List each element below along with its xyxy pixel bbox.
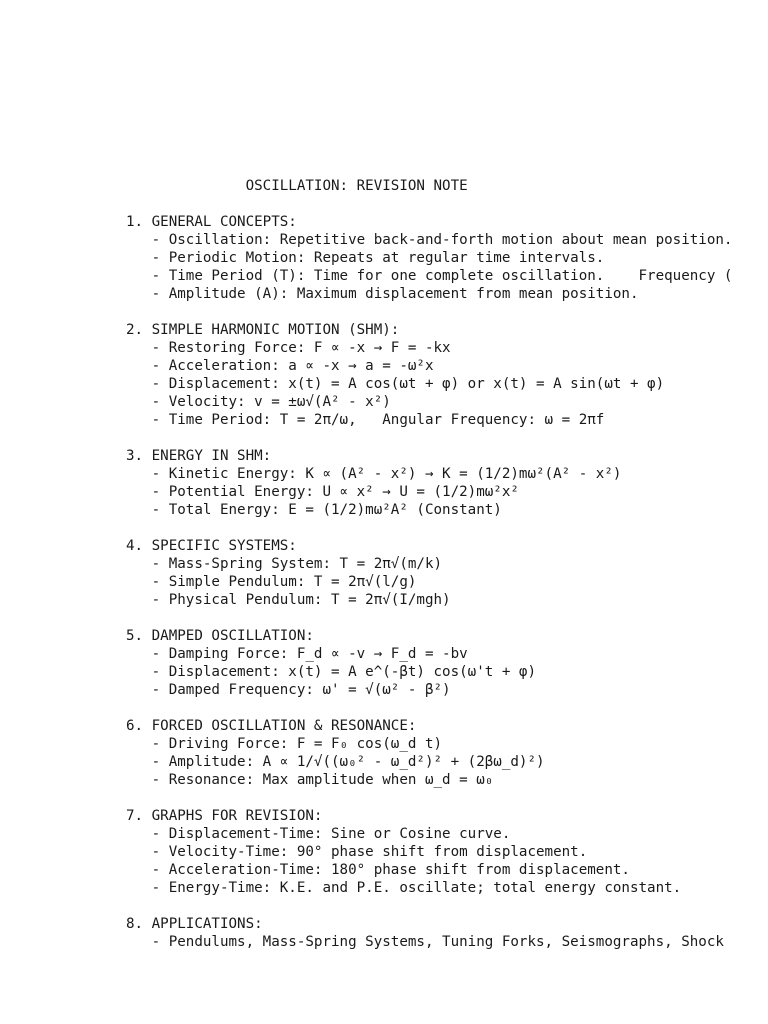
bullet-item: - Displacement: x(t) = A e^(-βt) cos(ω't + φ) — [126, 664, 536, 680]
bullet-item: - Velocity: v = ±ω√(A² - x²) — [126, 394, 391, 410]
bullet-item: - Displacement-Time: Sine or Cosine curve. — [126, 826, 511, 842]
section-heading: 1. GENERAL CONCEPTS: — [126, 214, 297, 230]
blank-line — [126, 897, 732, 915]
bullet-item: - Pendulums, Mass-Spring Systems, Tuning Forks, Seismographs, Shock — [126, 934, 724, 950]
bullet-item: - Driving Force: F = F₀ cos(ω_d t) — [126, 736, 443, 752]
section-heading: 8. APPLICATIONS: — [126, 916, 263, 932]
bullet-item: - Resonance: Max amplitude when ω_d = ω₀ — [126, 772, 494, 788]
bullet-item: - Simple Pendulum: T = 2π√(l/g) — [126, 574, 417, 590]
bullet-item: - Energy-Time: K.E. and P.E. oscillate; total energy constant. — [126, 880, 682, 896]
blank-line — [126, 429, 732, 447]
blank-line — [126, 699, 732, 717]
bullet-item: - Displacement: x(t) = A cos(ωt + φ) or x(t) = A sin(ωt + φ) — [126, 376, 665, 392]
bullet-item: - Damped Frequency: ω' = √(ω² - β²) — [126, 682, 451, 698]
bullet-item: - Damping Force: F_d ∝ -v → F_d = -bv — [126, 646, 468, 662]
section-heading: 3. ENERGY IN SHM: — [126, 448, 272, 464]
bullet-item: - Restoring Force: F ∝ -x → F = -kx — [126, 340, 451, 356]
bullet-item: - Potential Energy: U ∝ x² → U = (1/2)mω²x² — [126, 484, 519, 500]
blank-line — [126, 789, 732, 807]
section-heading: 7. GRAPHS FOR REVISION: — [126, 808, 323, 824]
bullet-item: - Velocity-Time: 90° phase shift from displacement. — [126, 844, 588, 860]
section-heading: 6. FORCED OSCILLATION & RESONANCE: — [126, 718, 417, 734]
bullet-item: - Total Energy: E = (1/2)mω²A² (Constant) — [126, 502, 502, 518]
bullet-item: - Mass-Spring System: T = 2π√(m/k) — [126, 556, 443, 572]
blank-line — [126, 519, 732, 537]
bullet-item: - Physical Pendulum: T = 2π√(I/mgh) — [126, 592, 451, 608]
revision-note-text — [126, 177, 732, 951]
blank-line — [126, 303, 732, 321]
bullet-item: - Time Period: T = 2π/ω, Angular Frequency: ω = 2πf — [126, 412, 605, 428]
section-heading: 2. SIMPLE HARMONIC MOTION (SHM): — [126, 322, 400, 338]
section-heading: 5. DAMPED OSCILLATION: — [126, 628, 314, 644]
bullet-item: - Amplitude (A): Maximum displacement from mean position. — [126, 286, 639, 302]
blank-line — [126, 609, 732, 627]
bullet-item: - Acceleration-Time: 180° phase shift from displacement. — [126, 862, 630, 878]
bullet-item: - Periodic Motion: Repeats at regular time intervals. — [126, 250, 605, 266]
section-heading: 4. SPECIFIC SYSTEMS: — [126, 538, 297, 554]
bullet-item: - Kinetic Energy: K ∝ (A² - x²) → K = (1/2)mω²(A² - x²) — [126, 466, 622, 482]
bullet-item: - Amplitude: A ∝ 1/√((ω₀² - ω_d²)² + (2βω_d)²) — [126, 754, 545, 770]
bullet-item: - Acceleration: a ∝ -x → a = -ω²x — [126, 358, 434, 374]
bullet-item: - Oscillation: Repetitive back-and-forth motion about mean position. — [126, 232, 733, 248]
document-title: OSCILLATION: REVISION NOTE — [126, 178, 468, 194]
blank-line — [126, 195, 732, 213]
bullet-item: - Time Period (T): Time for one complete oscillation. Frequency ( — [126, 268, 733, 284]
